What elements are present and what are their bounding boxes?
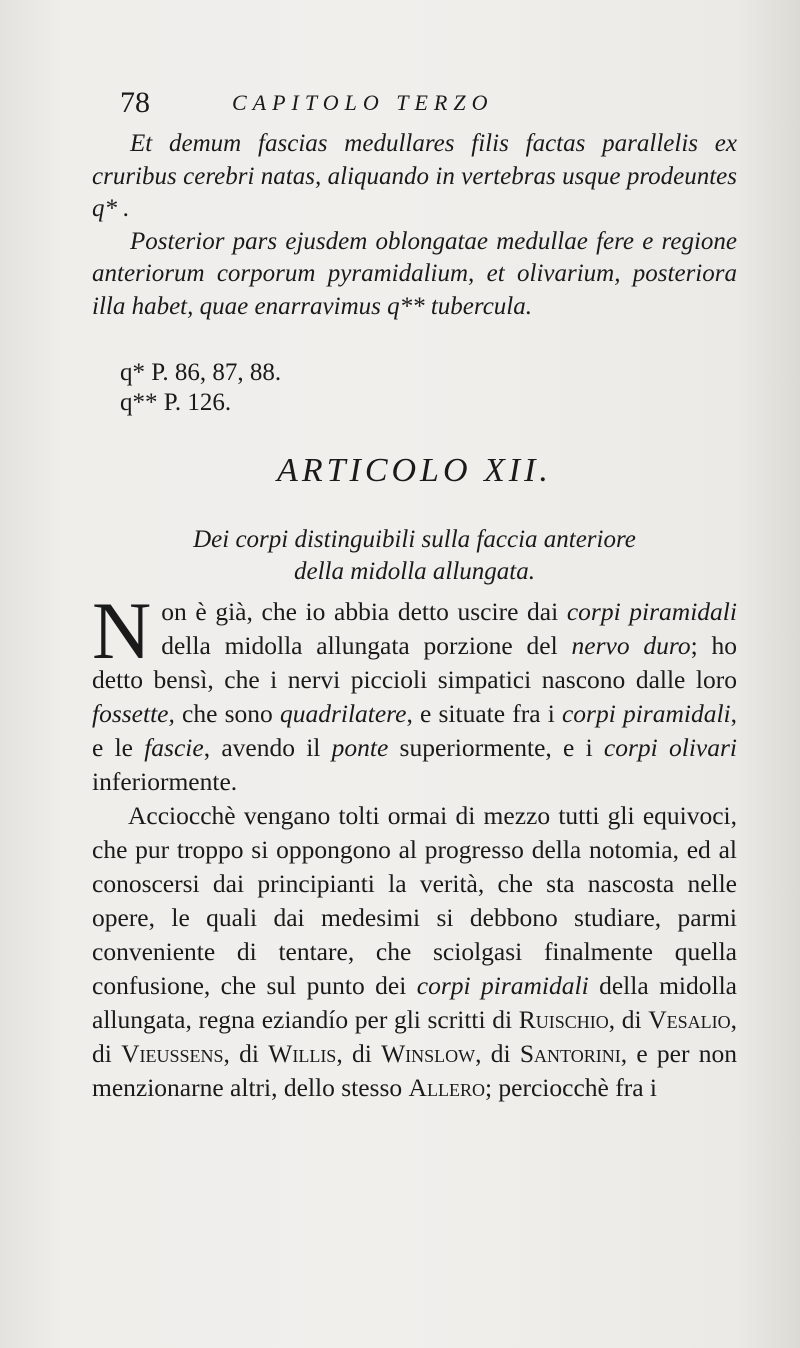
author-name: Vesalio bbox=[648, 1005, 731, 1034]
latin-paragraph-1: Et demum fascias medullares filis factas parallelis ex cruribus cerebri natas, aliquando in vertebras usque prodeuntes q* . bbox=[92, 130, 737, 222]
latin-paragraph-2: Posterior pars ejusdem oblongatae medullae fere e regione anteriorum corporum pyramidalium, et olivarium, posteriora illa habet, quae enarravimus q** tubercula. bbox=[92, 227, 737, 320]
author-name: Vieussens bbox=[121, 1039, 224, 1068]
author-name: Winslow bbox=[381, 1039, 476, 1068]
drop-cap: N bbox=[92, 585, 152, 676]
italian-paragraph-2 bbox=[92, 799, 737, 1105]
reference-1: q* P. 86, 87, 88. bbox=[120, 359, 282, 386]
text-run: ; perciocchè fra i bbox=[484, 1073, 657, 1102]
text-run: Acciocchè vengano tolti ormai di mezzo tutti gli equivoci, che pur troppo si oppongono al progresso della notomia, ed al conoscersi dai principianti la verità, che sta nascosta nelle opere, le quali dai medesimi si debbono studiare, parmi conveniente di tentare, che sciolgasi finalmente quella confusione, che sul punto dei bbox=[92, 801, 737, 1000]
text-run: , e situate fra i bbox=[406, 699, 562, 728]
italic-term: fossette, bbox=[92, 699, 175, 728]
italic-term: ponte bbox=[331, 733, 389, 762]
text-run: ; ho detto bensì, che i nervi piccioli simpatici nascono dalle loro bbox=[92, 631, 737, 694]
text-run: superiormente, e i bbox=[388, 733, 604, 762]
article-subtitle bbox=[92, 524, 737, 588]
italic-term: quadrilatere bbox=[279, 699, 407, 728]
italian-passage bbox=[92, 585, 737, 1105]
author-name: Willis bbox=[268, 1039, 337, 1068]
italic-term: fascie bbox=[144, 733, 204, 762]
italic-term: corpi olivari bbox=[603, 733, 737, 762]
text-run: , di bbox=[608, 1005, 649, 1034]
text-run: , di bbox=[336, 1039, 382, 1068]
text-run: , di bbox=[223, 1039, 269, 1068]
article-subtitle-line-2: della midolla allungata. bbox=[294, 558, 535, 585]
text-run: della midolla allungata, regna eziandío per gli scritti di bbox=[92, 971, 737, 1034]
author-name: Ruischio bbox=[518, 1005, 609, 1034]
text-run: della midolla allungata porzione del bbox=[161, 631, 572, 660]
text-run: che sono bbox=[174, 699, 280, 728]
footnote-references bbox=[120, 358, 281, 418]
page-number: 78 bbox=[120, 86, 150, 119]
page-header bbox=[120, 86, 590, 126]
text-run: , e per non menzionarne altri, dello stesso bbox=[92, 1039, 737, 1102]
text-run: on è già, che io abbia detto uscire dai bbox=[161, 597, 567, 626]
italic-term: corpi piramidali bbox=[561, 699, 731, 728]
italic-term: corpi piramidali bbox=[566, 597, 737, 626]
article-title: ARTICOLO XII. bbox=[277, 452, 552, 489]
text-run: , di bbox=[92, 1005, 737, 1068]
author-name: Allero bbox=[408, 1073, 485, 1102]
text-run: inferiormente. bbox=[92, 767, 238, 796]
italic-term: nervo duro bbox=[571, 631, 691, 660]
text-run: , avendo il bbox=[203, 733, 332, 762]
author-name: Santorini bbox=[519, 1039, 621, 1068]
running-title: CAPITOLO TERZO bbox=[232, 90, 494, 115]
text-run: , e le bbox=[92, 699, 737, 762]
reference-2: q** P. 126. bbox=[120, 389, 232, 416]
italic-term: corpi piramidali bbox=[416, 971, 589, 1000]
latin-passage bbox=[92, 128, 737, 323]
text-run: , di bbox=[475, 1039, 520, 1068]
italian-paragraph-1 bbox=[92, 585, 737, 799]
article-subtitle-line-1: Dei corpi distinguibili sulla faccia anteriore bbox=[193, 526, 636, 553]
